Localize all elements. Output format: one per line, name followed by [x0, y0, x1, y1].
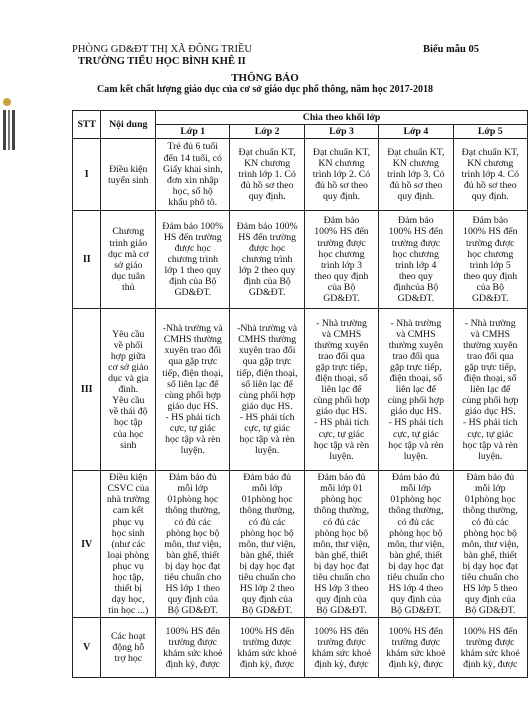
header-content: Nội dung [101, 111, 156, 139]
row-content: Điều kiện tuyển sinh [101, 139, 156, 211]
row-stt: I [73, 139, 101, 211]
table-row [73, 139, 528, 211]
cell-grade-2: Đạt chuẩn KT, KN chương trình lớp 1. Có đủ hồ sơ theo quy định. [230, 139, 304, 211]
cell-grade-2: 100% HS đến trường được khám sức khoẻ định kỳ, được [230, 618, 304, 678]
header-grade-5: Lớp 5 [453, 125, 527, 139]
cell-grade-1: Trẻ đủ 6 tuổi đến 14 tuổi, có Giấy khai sinh, đơn xin nhập học, sổ hộ khẩu phô tô. [156, 139, 230, 211]
cell-grade-4: - Nhà trường và CMHS thường xuyên trao đổi qua gặp trực tiếp, điện thoại, sổ liên lạc để cùng phối hợp giáo dục HS. - HS phải tích cực, tự giác học tập và rèn luyện. [379, 309, 453, 471]
row-stt: V [73, 618, 101, 678]
cell-grade-3: 100% HS đến trường được khám sức khoẻ định kỳ, được [304, 618, 378, 678]
cell-grade-5: 100% HS đến trường được khám sức khoẻ định kỳ, được [453, 618, 527, 678]
row-content: Điều kiện CSVC của nhà trường cam kết phục vụ học sinh (như các loại phòng phục vụ học tập, thiết bị dạy học, tin học ...) [101, 471, 156, 618]
header-grade-1: Lớp 1 [156, 125, 230, 139]
table-row [73, 471, 528, 618]
document-title: THÔNG BÁO [231, 72, 299, 84]
row-stt: II [73, 211, 101, 309]
cell-grade-4: Đảm bảo đủ mỗi lớp 01phòng học thông thường, có đủ các phòng học bộ môn, thư viện, bàn ghế, thiết bị dạy học đạt tiêu chuẩn cho HS lớp 4 theo quy định của Bộ GD&ĐT. [379, 471, 453, 618]
header-group: Chia theo khối lớp [156, 111, 528, 125]
department-name: PHÒNG GD&ĐT THỊ XÃ ĐÔNG TRIỀU [72, 44, 252, 55]
table-row [73, 618, 528, 678]
cell-grade-1: Đảm bảo đủ mỗi lớp 01phòng học thông thường, có đủ các phòng học bộ môn, thư viện, bàn ghế, thiết bị dạy học đạt tiêu chuẩn cho HS lớp 1 theo quy định của Bộ GD&ĐT. [156, 471, 230, 618]
cell-grade-1: -Nhà trường và CMHS thường xuyên trao đổi qua gặp trực tiếp, điện thoại, sổ liên lạc để cùng phối hợp giáo dục HS. - HS phải tích cực, tự giác học tập và rèn luyện. [156, 309, 230, 471]
cell-grade-5: Đạt chuẩn KT, KN chương trình lớp 4. Có đủ hồ sơ theo quy định. [453, 139, 527, 211]
header-grade-3: Lớp 3 [304, 125, 378, 139]
cell-grade-5: - Nhà trường và CMHS thường xuyên trao đổi qua gặp trực tiếp, điện thoại, sổ liên lạc để cùng phối hợp giáo dục HS. - HS phải tích cực, tự giác học tập và rèn luyện. [453, 309, 527, 471]
document-subtitle: Cam kết chất lượng giáo dục của cơ sở giáo dục phổ thông, năm học 2017-2018 [97, 84, 433, 95]
header-grade-4: Lớp 4 [379, 125, 453, 139]
header-stt: STT [73, 111, 101, 139]
cell-grade-5: Đảm bảo 100% HS đến trường được học chương trình lớp 5 theo quy định của Bộ GD&ĐT. [453, 211, 527, 309]
row-stt: III [73, 309, 101, 471]
table-row [73, 309, 528, 471]
cell-grade-5: Đảm bảo đủ mỗi lớp 01phòng học thông thường, có đủ các phòng học bộ môn, thư viện, bàn ghế, thiết bị dạy học đạt tiêu chuẩn cho HS lớp 5 theo quy định của Bộ GD&ĐT. [453, 471, 527, 618]
header-grade-2: Lớp 2 [230, 125, 304, 139]
school-name: TRƯỜNG TIỂU HỌC BÌNH KHÊ II [78, 56, 246, 67]
commitment-table [72, 110, 528, 678]
cell-grade-2: -Nhà trường và CMHS thường xuyên trao đổi qua gặp trực tiếp, điện thoại, sổ liên lạc để cùng phối hợp giáo dục HS. - HS phải tích cực, tự giác học tập và rèn luyện. [230, 309, 304, 471]
cell-grade-4: 100% HS đến trường được khám sức khoẻ định kỳ, được [379, 618, 453, 678]
row-content: Yêu cầu về phối hợp giữa cơ sở giáo dục và gia đình. Yêu cầu về thái độ học tập của học sinh [101, 309, 156, 471]
cell-grade-4: Đảm bảo 100% HS đến trường được học chương trình lớp 4 theo quy địnhcủa Bộ GD&ĐT. [379, 211, 453, 309]
cell-grade-2: Đảm bảo đủ mỗi lớp 01phòng học thông thường, có đủ các phòng học bộ môn, thư viện, bàn ghế, thiết bị dạy học đạt tiêu chuẩn cho HS lớp 2 theo quy định của Bộ GD&ĐT. [230, 471, 304, 618]
table-header-row [73, 111, 528, 125]
cell-grade-3: Đảm bảo đủ mỗi lớp 01 phòng học thông thường, có đủ các phòng học bộ môn, thư viện, bàn ghế, thiết bị dạy học đạt tiêu chuẩn cho HS lớp 3 theo quy định của Bộ GD&ĐT. [304, 471, 378, 618]
cell-grade-3: Đảm bảo 100% HS đến trường được học chương trình lớp 3 theo quy định của Bộ GD&ĐT. [304, 211, 378, 309]
row-content: Các hoạt động hỗ trợ học [101, 618, 156, 678]
cell-grade-1: Đảm bảo 100% HS đến trường được học chương trình lớp 1 theo quy định của Bộ GD&ĐT. [156, 211, 230, 309]
cell-grade-4: Đạt chuẩn KT, KN chương trình lớp 3. Có đủ hồ sơ theo quy định. [379, 139, 453, 211]
cell-grade-3: Đạt chuẩn KT, KN chương trình lớp 2. Có đủ hồ sơ theo quy định. [304, 139, 378, 211]
cell-grade-1: 100% HS đến trường được khám sức khoẻ định kỳ, được [156, 618, 230, 678]
table-row [73, 211, 528, 309]
cell-grade-3: - Nhà trường và CMHS thường xuyên trao đổi qua gặp trực tiếp, điện thoại, sổ liên lạc để cùng phối hợp giáo dục HS. - HS phải tích cực, tự giác học tập và rèn luyện. [304, 309, 378, 471]
row-stt: IV [73, 471, 101, 618]
side-ribbon-icon [1, 96, 17, 154]
row-content: Chương trình giáo dục mà cơ sở giáo dục tuân thủ [101, 211, 156, 309]
document-header-left [72, 44, 252, 68]
form-number: Biểu mẫu 05 [423, 44, 480, 55]
cell-grade-2: Đảm bảo 100% HS đến trường được học chương trình lớp 2 theo quy định của Bộ GD&ĐT. [230, 211, 304, 309]
